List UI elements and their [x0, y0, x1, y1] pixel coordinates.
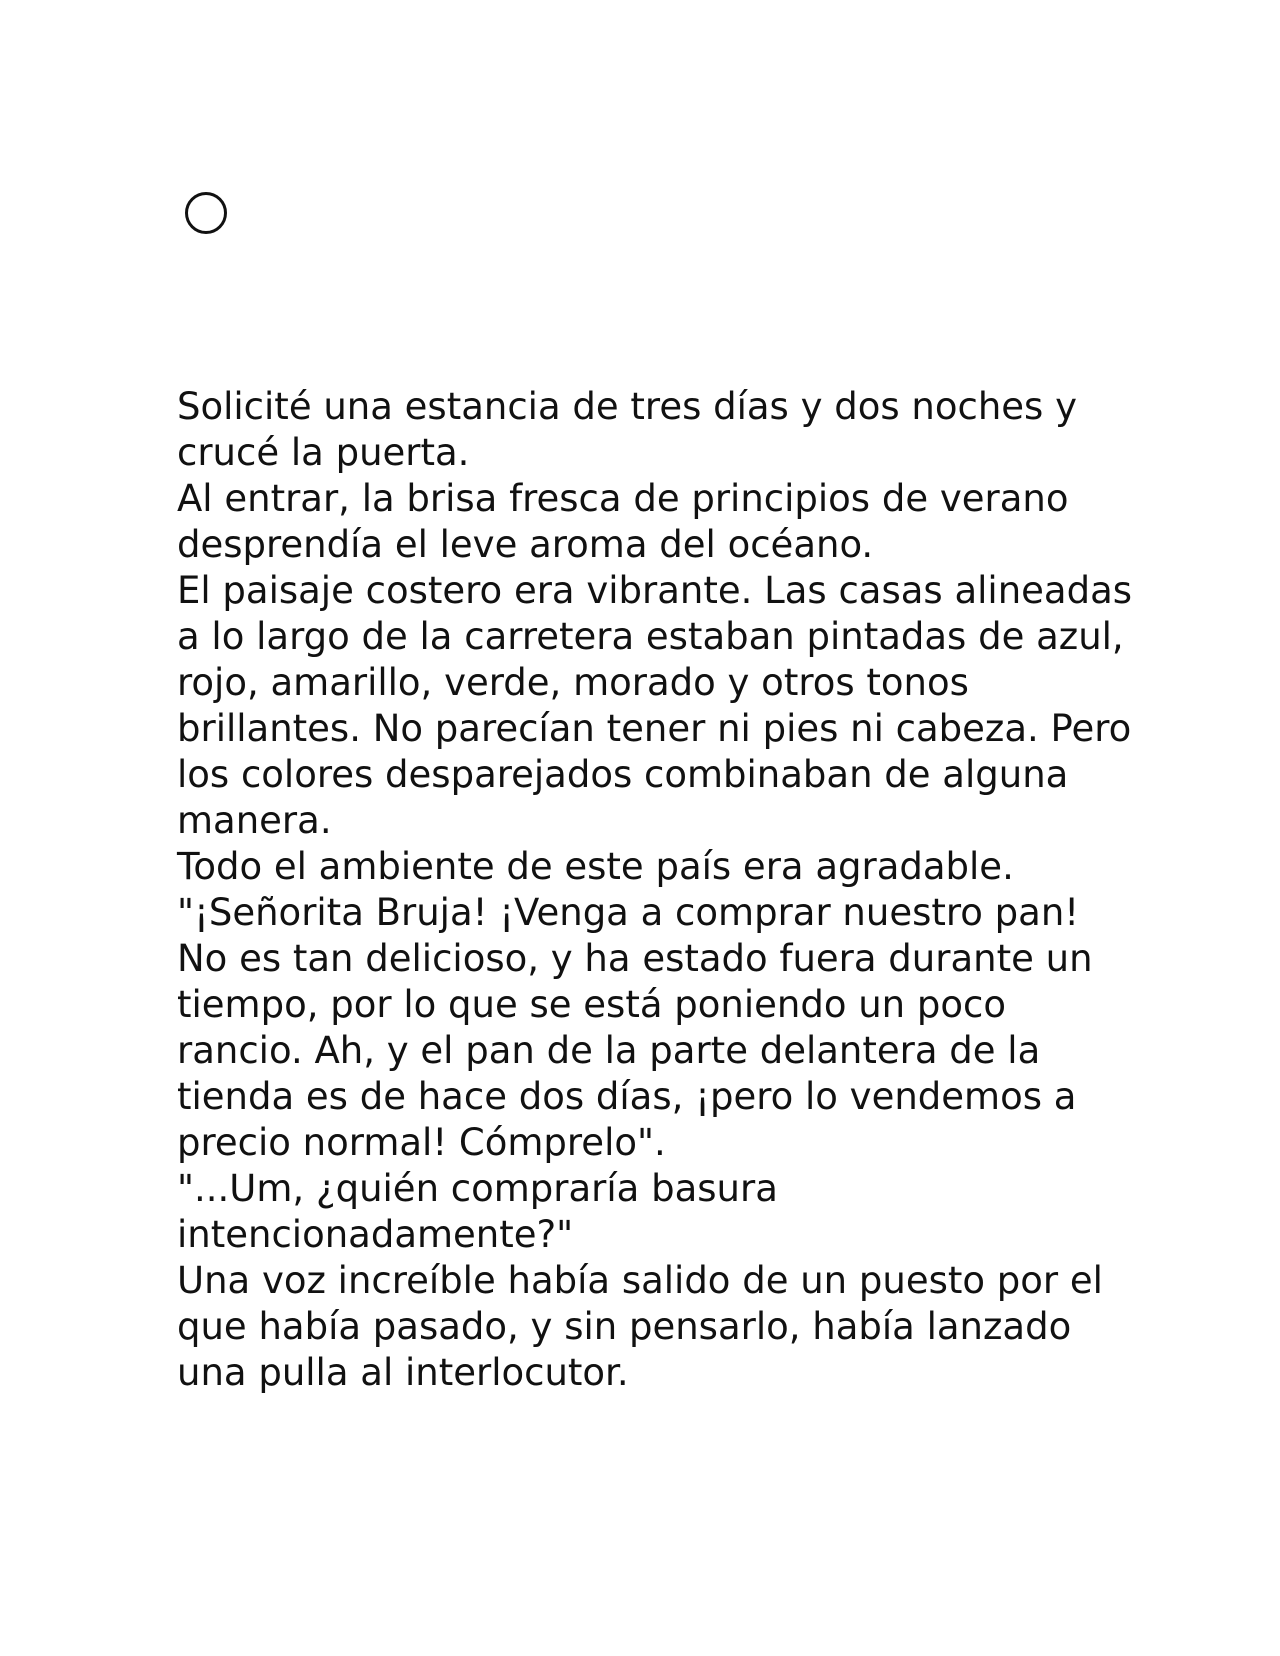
paragraph: El paisaje costero era vibrante. Las casas alineadas a lo largo de la carretera estaban pintadas de azul, rojo, amarillo, verde, morado y otros tonos brillantes. No parecían tener ni pies ni cabeza. Pero los colores desparejados combinaban de alguna manera.	[177, 569, 1133, 842]
paragraph: Todo el ambiente de este país era agradable.	[177, 845, 1014, 888]
paragraph: "...Um, ¿quién compraría basura intencionadamente?"	[177, 1167, 778, 1256]
paragraph: Una voz increíble había salido de un puesto por el que había pasado, y sin pensarlo, había lanzado una pulla al interlocutor.	[177, 1259, 1103, 1394]
paragraph: Solicité una estancia de tres días y dos noches y crucé la puerta.	[177, 385, 1077, 474]
paragraph: "¡Señorita Bruja! ¡Venga a comprar nuestro pan! No es tan delicioso, y ha estado fuera durante un tiempo, por lo que se está poniendo un poco rancio. Ah, y el pan de la parte delantera de la tienda es de hace dos días, ¡pero lo vendemos a precio normal! Cómprelo".	[177, 891, 1093, 1164]
circle-outline-icon	[184, 191, 228, 235]
paragraph: Al entrar, la brisa fresca de principios de verano desprendía el leve aroma del océano.	[177, 477, 1069, 566]
body-text	[177, 384, 1137, 1396]
